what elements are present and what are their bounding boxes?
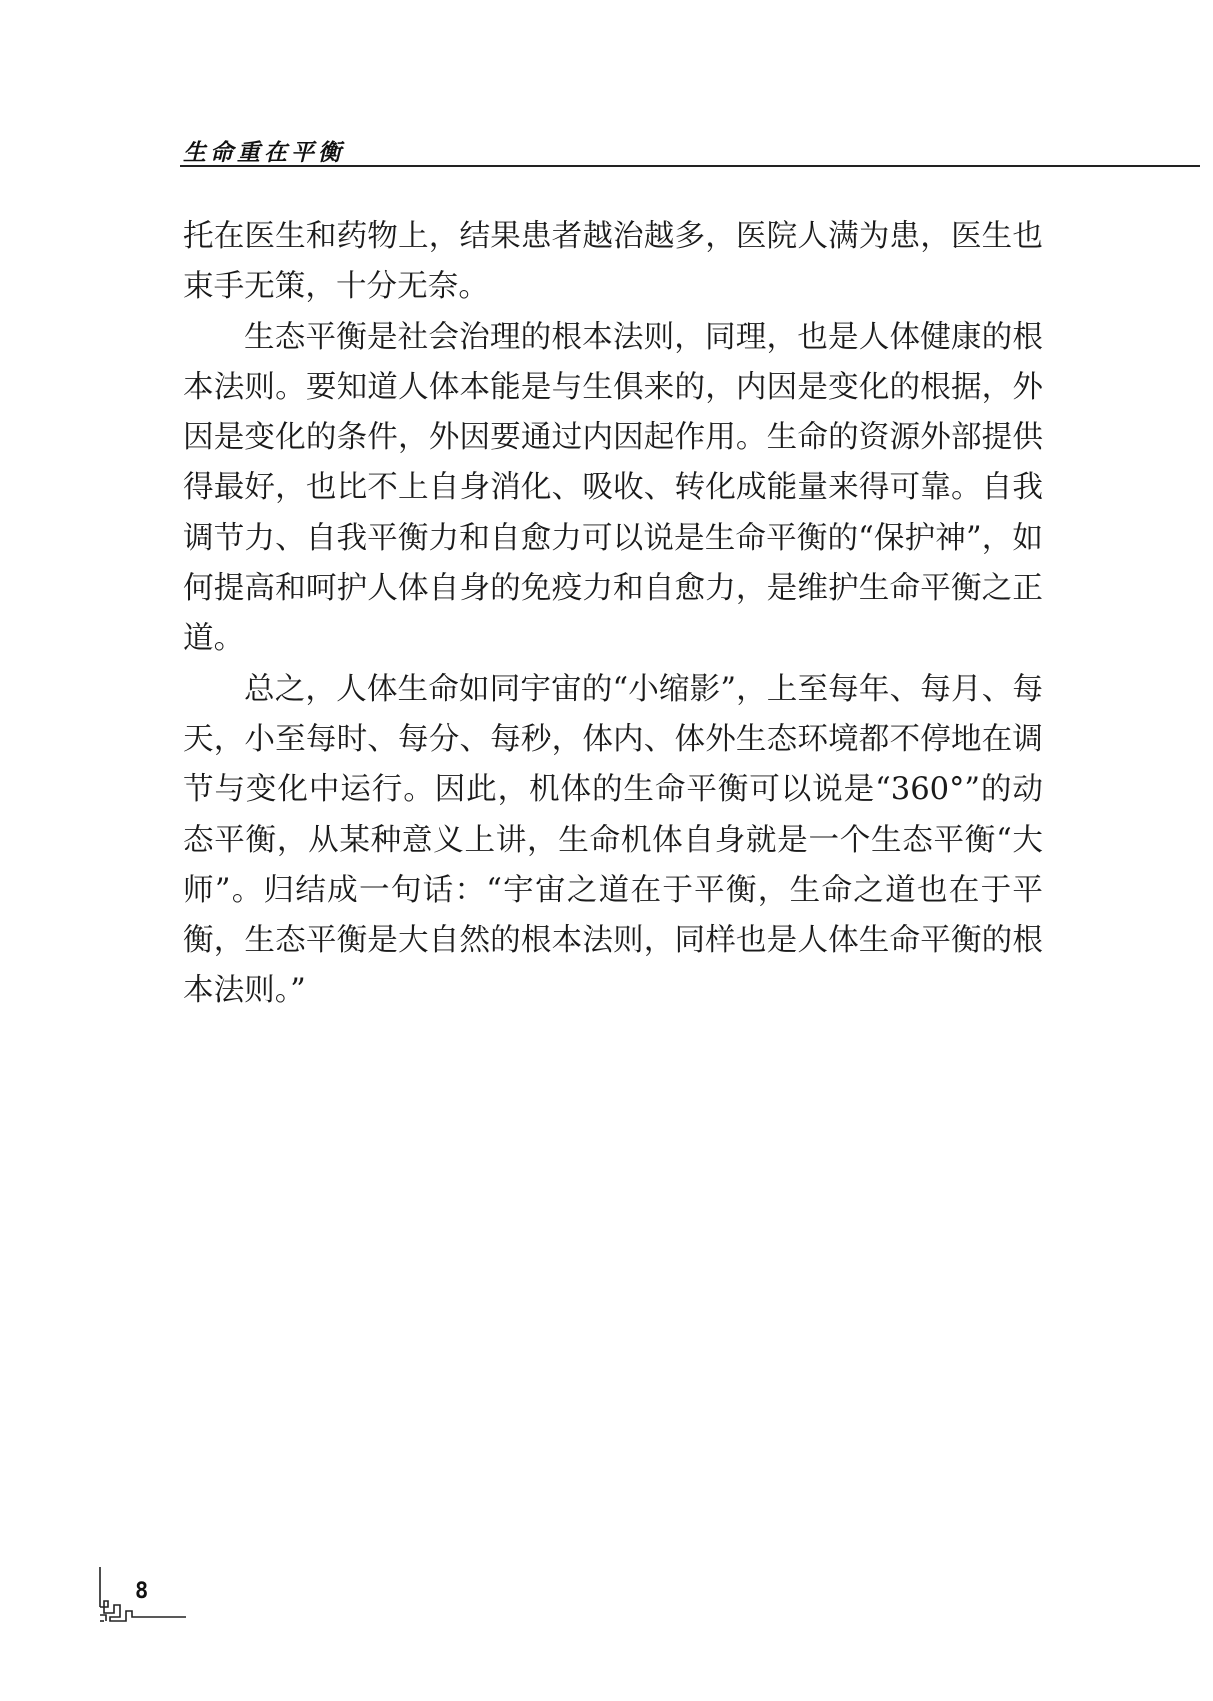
paragraph-1: 托在医生和药物上，结果患者越治越多，医院人满为患，医生也束手无策，十分无奈。 xyxy=(183,219,1043,305)
body-text xyxy=(183,212,1043,1017)
running-header-title: 生命重在平衡 xyxy=(183,140,345,166)
paragraph-2: 生态平衡是社会治理的根本法则，同理，也是人体健康的根本法则。要知道人体本能是与生俱来的，内因是变化的根据，外因是变化的条件，外因要通过内因起作用。生命的资源外部提供得最好，也比不上自身消化、吸收、转化成能量来得可靠。自我调节力、自我平衡力和自愈力可以说是生命平衡的“保护神”，如何提高和呵护人体自身的免疫力和自愈力，是维护生命平衡之正道。 xyxy=(183,319,1043,657)
page-number: 8 xyxy=(135,1579,149,1604)
paragraph-3: 总之，人体生命如同宇宙的“小缩影”，上至每年、每月、每天，小至每时、每分、每秒，体内、体外生态环境都不停地在调节与变化中运行。因此，机体的生命平衡可以说是“360°”的动态平衡，从某种意义上讲，生命机体自身就是一个生态平衡“大师”。归结成一句话：“宇宙之道在于平衡，生命之道也在于平衡，生态平衡是大自然的根本法则，同样也是人体生命平衡的根本法则。” xyxy=(183,671,1043,1009)
page-footer xyxy=(98,1565,188,1625)
header-rule xyxy=(180,165,1200,167)
